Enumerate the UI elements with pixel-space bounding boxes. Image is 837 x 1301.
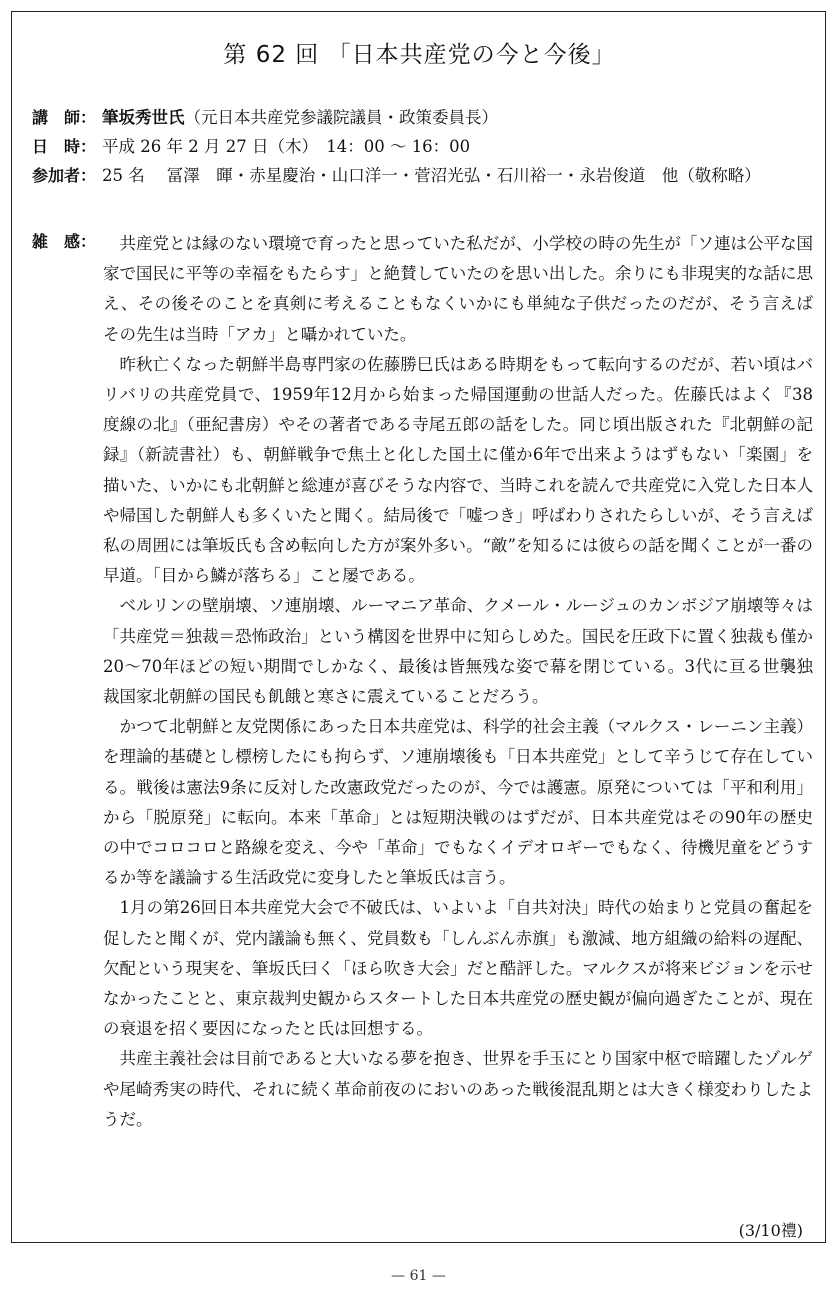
page-number: — 61 — (391, 1268, 446, 1284)
participants-row (32, 163, 761, 188)
datetime-row (32, 134, 470, 159)
participants-names: 冨澤 暉・赤星慶治・山口洋一・菅沼光弘・石川裕一・永岩俊道 他（敬称略） (166, 166, 761, 185)
document-frame (11, 11, 826, 1243)
paragraph: 昨秋亡くなった朝鮮半島専門家の佐藤勝巳氏はある時期をもって転向するのだが、若い頃はバリバリの共産党員で、1959年12月から始まった帰国運動の世話人だった。佐藤氏はよく『38度線の北』（亜紀書房）やその著者である寺尾五郎の話をした。同じ頃出版された『北朝鮮の記録』（新読書社）も、朝鮮戦争で焦土と化した国土に僅か6年で出来ようはずもない「楽園」を描いた、いかにも北朝鮮と総連が喜びそうな内容で、当時これを読んで共産党に入党した日本人や帰国した朝鮮人も多くいたと聞く。結局後で「嘘つき」呼ばわりされたらしいが、そう言えば私の周囲には筆坂氏も含め転向した方が案外多い。“敵”を知るには彼らの話を聞くことが一番の早道。「目から鱗が落ちる」こと屡である。 (103, 354, 813, 586)
lecturer-label: 講 師： (32, 108, 97, 127)
paragraph: ベルリンの壁崩壊、ソ連崩壊、ルーマニア革命、クメール・ルージュのカンボジア崩壊等々は「共産党＝独裁＝恐怖政治」という構図を世界中に知らしめた。国民を圧政下に置く独裁も僅か20〜70年ほどの短い期間でしかなく、最後は皆無残な姿で幕を閉じている。3代に亘る世襲独裁国家北朝鮮の国民も飢餓と寒さに震えていることだろう。 (103, 596, 813, 707)
participants-label: 参加者： (32, 166, 97, 185)
author-signature: (3/10禮) (738, 1221, 803, 1240)
notes-label: 雑 感： (32, 232, 97, 251)
notes-body (103, 229, 813, 1135)
datetime-value: 平成 26 年 2 月 27 日（木） 14：00 〜 16：00 (102, 137, 471, 156)
lecturer-name: 筆坂秀世氏 (102, 108, 185, 127)
datetime-label: 日 時： (32, 137, 97, 156)
lecturer-title: （元日本共産党参議院議員・政策委員長） (184, 108, 498, 127)
paragraph: 共産党とは縁のない環境で育ったと思っていた私だが、小学校の時の先生が「ソ連は公平な国家で国民に平等の幸福をもたらす」と絶賛していたのを思い出した。余りにも非現実的な話に思え、その後そのことを真剣に考えることもなくいかにも単純な子供だったのだが、そう言えばその先生は当時「アカ」と囁かれていた。 (103, 234, 813, 344)
paragraph: 1月の第26回日本共産党大会で不破氏は、いよいよ「自共対決」時代の始まりと党員の奮起を促したと聞くが、党内議論も無く、党員数も「しんぶん赤旗」も激減、地方組織の給料の遅配、欠配という現実を、筆坂氏曰く「ほら吹き大会」だと酷評した。マルクスが将来ビジョンを示せなかったことと、東京裁判史観からスタートした日本共産党の歴史観が偏向過ぎたことが、現在の衰退を招く要因になったと氏は回想する。 (103, 898, 813, 1039)
lecturer-row (32, 105, 498, 130)
paragraph: 共産主義社会は目前であると大いなる夢を抱き、世界を手玉にとり国家中枢で暗躍したゾルゲや尾崎秀実の時代、それに続く革命前夜のにおいのあった戦後混乱期とは大きく様変わりしたようだ。 (103, 1049, 813, 1129)
paragraph: かつて北朝鮮と友党関係にあった日本共産党は、科学的社会主義（マルクス・レーニン主義）を理論的基礎とし標榜したにも拘らず、ソ連崩壊後も「日本共産党」として辛うじて存在している。戦後は憲法9条に反対した改憲政党だったのが、今では護憲。原発については「平和利用」から「脱原発」に転向。本来「革命」とは短期決戦のはずだが、日本共産党はその90年の歴史の中でコロコロと路線を変え、今や「革命」でもなくイデオロギーでもなく、待機児童をどうするか等を議論する生活政党に変身したと筆坂氏は言う。 (103, 717, 813, 888)
page-title: 第 62 回 「日本共産党の今と今後」 (223, 42, 616, 68)
participants-count: 25 名 (102, 166, 145, 185)
